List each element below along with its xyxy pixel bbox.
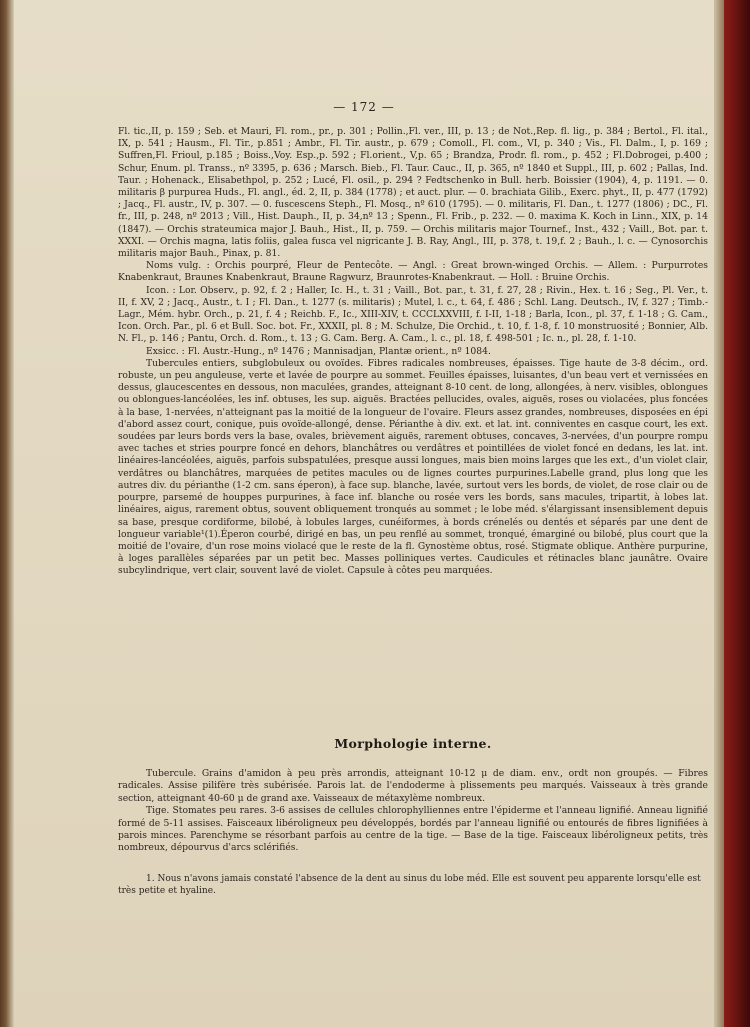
main-text-block [118,126,708,578]
tige-paragraph: Tige. Stomates peu rares. 3-6 assises de cellules chlorophylliennes entre l'épiderme et l'anneau lignifié. Anneau lignifié formé de 5-11 assises. Faisceaux libéroligneux peu développés, bordés par l'anneau lignifié ou entourés de fibres lignifiées à parois minces. Parenchyme se résorbant parfois au centre de la tige. — Base de la tige. Faisceaux libéroligneux petits, très nombreux, dépourvus d'arcs sclérifiés. [118,805,708,854]
tubercule-paragraph: Tubercule. Grains d'amidon à peu près arrondis, atteignant 10-12 μ de diam. env., ordt non groupés. — Fibres radicales. Assise pilifère très subérisée. Parois lat. de l'endoderme à plissements peu marqués. Vaisseaux à très grande section, atteignant 40-60 μ de grand axe. Vaisseaux de métaxylème nombreux. [118,768,708,804]
internal-morphology-text [118,768,708,855]
common-names-paragraph: Noms vulg. : Orchis pourpré, Fleur de Pentecôte. — Angl. : Great brown-winged Orchis. — Allem. : Purpurrotes Knabenkraut, Braunes Knabenkraut, Braune Ragwurz, Braunrotes-Knabenkraut. — Holl. : Bruine Orchis. [118,260,708,284]
page-number: — 172 — [333,100,395,114]
footnote-text: 1. Nous n'avons jamais constaté l'absence de la dent au sinus du lobe méd. Elle est souvent peu apparente lorsqu'elle est très petite et hyaline. [118,874,701,896]
icon-references-paragraph: Icon. : Lor. Observ., p. 92, f. 2 ; Haller, Ic. H., t. 31 ; Vaill., Bot. par., t. 31, f. 27, 28 ; Rivin., Hex. t. 16 ; Seg., Pl. Ver., t. II, f. XV, 2 ; Jacq., Austr., t. I ; Fl. Dan., t. 1277 (s. militaris) ; Mutel, l. c., t. 64, f. 486 ; Schl. Lang. Deutsch., IV, f. 327 ; Timb.-Lagr., Mém. hybr. Orch., p. 21, f. 4 ; Reichb. F., Ic., XIII-XIV, t. CCCLXXVIII, f. I-II, 1-18 ; Barla, Icon., pl. 37, f. 1-18 ; G. Cam., Icon. Orch. Par., pl. 6 et Bull. Soc. bot. Fr., XXXII, pl. 8 ; M. Schulze, Die Orchid., t. 10, f. 1-8, f. 10 monstruosité ; Bonnier, Alb. N. Fl., p. 146 ; Pantu, Orch. d. Rom., t. 13 ; G. Cam. Berg. A. Cam., l. c., pl. 18, f. 498-501 ; Ic. n., pl. 28, f. 1-10. [118,284,708,345]
description-paragraph: Tubercules entiers, subglobuleux ou ovoïdes. Fibres radicales nombreuses, épaisses. Tige haute de 3-8 décim., ord. robuste, un peu anguleuse, verte et lavée de pourpre au sommet. Feuilles épaisses, luisantes, d'un beau vert et vernissées en dessus, glaucescentes en dessous, non maculées, grandes, atteignant 8-10 cent. de long, allongées, à nerv. visibles, oblongues ou oblongues-lancéolées, les inf. obtuses, les sup. aiguës. Bractées pellucides, ovales, aiguës, roses ou violacées, plus foncées à la base, 1-nervées, n'atteignant pas la moitié de la longueur de l'ovaire. Fleurs assez grandes, nombreuses, disposées en épi d'abord assez court, conique, puis ovoïde-allongé, dense. Périanthe à div. ext. et lat. int. conniventes en casque court, les ext. soudées par leurs bords vers la base, ovales, brièvement aiguës, rarement obtuses, concaves, 3-nervées, d'un pourpre rompu avec taches et stries pourpre foncé en dehors, blanchâtres ou verdâtres et pointillées de violet foncé en dedans, les lat. int. linéaires-lancéolées, aiguës, parfois subspatulées, presque aussi longues, mais bien moins larges que les ext., d'un violet clair, verdâtres ou blanchâtres, marquées de petites macules ou de lignes courtes purpurines.Labelle grand, plus long que les autres div. du périanthe (1-2 cm. sans éperon), à face sup. blanche, lavée, surtout vers les bords, de violet, de rose clair ou de pourpre, parsemé de houppes purpurines, à face inf. blanche ou rosée vers les bords, sans macules, tripartit, à lobes lat. linéaires, aigus, rarement obtus, souvent obliquement tronqués au sommet ; le lobe méd. s'élargissant insensiblement depuis sa base, presque cordiforme, bilobé, à lobules larges, cunéiformes, à bords crénelés ou dentés et séparés par une dent de longueur variable¹(1).Éperon courbé, dirigé en bas, un peu renflé au sommet, tronqué, émarginé ou bilobé, plus court que la moitié de l'ovaire, d'un rose moins violacé que le reste de la fl. Gynostème obtus, rosé. Stigmate oblique. Anthère purpurine, à loges parallèles séparées par un petit bec. Masses polliniques vertes. Caudicules et rétinacles blanc jaunâtre. Ovaire subcylindrique, vert clair, souvent lavé de violet. Capsule à côtes peu marquées. [118,357,708,577]
exsiccata-paragraph: Exsicc. : Fl. Austr.-Hung., nº 1476 ; Mannisadjan, Plantæ orient., nº 1084. [146,345,491,357]
footnote [118,874,708,897]
synonymy-paragraph: Fl. tic.,II, p. 159 ; Seb. et Mauri, Fl. rom., pr., p. 301 ; Pollin.,Fl. ver., III, p. 13 ; de Not.,Rep. fl. lig., p. 384 ; Bertol., Fl. ital., IX, p. 541 ; Hausm., Fl. Tir., p.851 ; Ambr., Fl. Tir. austr., p. 679 ; Comoll., Fl. com., VI, p. 340 ; Vis., Fl. Dalm., I, p. 169 ; Suffren,Fl. Frioul, p.185 ; Boiss.,Voy. Esp.,p. 592 ; Fl.orient., V,p. 65 ; Brandza, Prodr. fl. rom., p. 452 ; Fl.Dobrogei, p.400 ; Schur, Enum. pl. Transs., nº 3395, p. 636 ; Marsch. Bieb., Fl. Taur. Cauc., II, p. 365, nº 1840 et Suppl., III, p. 602 ; Pallas, Ind. Taur. ; Hohenack., Elisabethpol, p. 252 ; Lucé, Fl. osil., p. 294 ? Fedtschenko in Bull. herb. Boissier (1904), 4, p. 1191. — 0. militaris β purpurea Huds., Fl. angl., éd. 2, II, p. 384 (1778) ; et auct. plur. — 0. brachiata Gilib., Exerc. phyt., II, p. 477 (1792) ; Jacq., Fl. austr., IV, p. 307. — 0. fuscescens Steph., Fl. Mosq., nº 610 (1795). — 0. militaris, Fl. Dan., t. 1277 (1806) ; DC., Fl. fr., III, p. 248, nº 2013 ; Vill., Hist. Dauph., II, p. 34,nº 13 ; Spenn., Fl. Frib., p. 232. — 0. maxima K. Koch in Linn., XIX, p. 14 (1847). — Orchis strateumica major J. Bauh., Hist., II, p. 759. — Orchis militaris major Tournef., Inst., 432 ; Vaill., Bot. par. t. XXXI. — Orchis magna, latis foliis, galea fusca vel nigricante J. B. Ray, Angl., III, p. 378, t. 19,f. 2 ; Bauh., l. c. — Cynosorchis militaris major Bauh., Pinax, p. 81. [118,126,708,260]
section-title: Morphologie interne. [334,736,492,751]
book-binding-edge [724,0,750,1027]
